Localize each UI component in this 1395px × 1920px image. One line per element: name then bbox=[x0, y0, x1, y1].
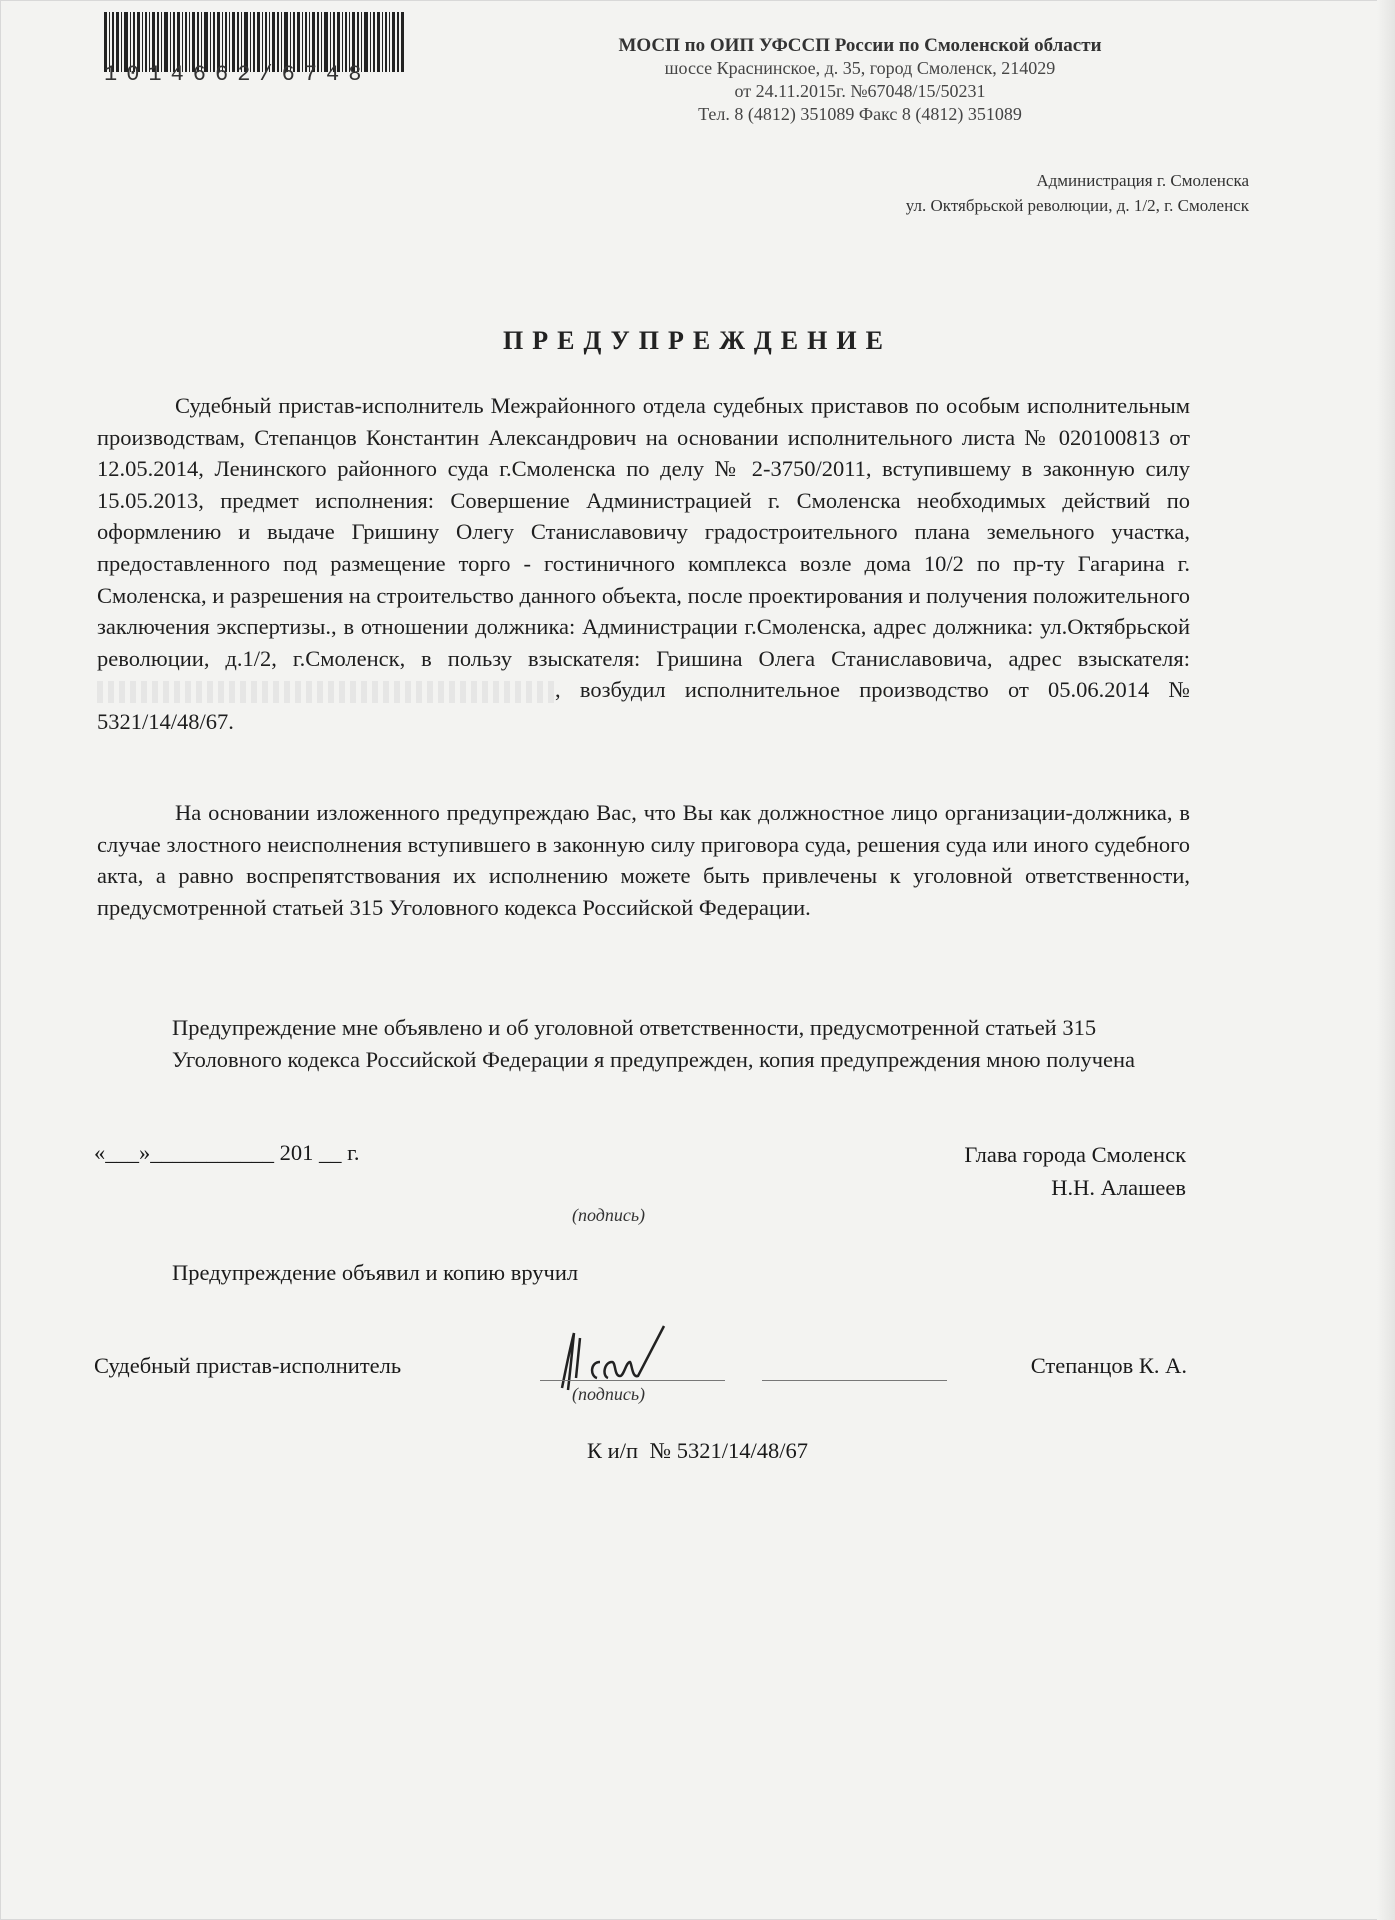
signature-caption: (подпись) bbox=[572, 1384, 646, 1404]
scan-edge bbox=[1377, 0, 1395, 1920]
head-position: Глава города Смоленск bbox=[964, 1142, 1186, 1167]
bailiff-name: Степанцов К. А. bbox=[1030, 1353, 1187, 1378]
recipient-name: Администрация г. Смоленска bbox=[1036, 171, 1249, 190]
recipient-block bbox=[906, 168, 1249, 218]
signature-line bbox=[540, 1380, 725, 1381]
recipient-address: ул. Октябрьской революции, д. 1/2, г. Смоленск bbox=[905, 196, 1249, 215]
head-name: Н.Н. Алашеев bbox=[1051, 1175, 1186, 1200]
paragraph-basis bbox=[97, 390, 1190, 738]
signature-line bbox=[762, 1380, 947, 1381]
announcement-text: Предупреждение объявил и копию вручил bbox=[172, 1260, 579, 1285]
signature-caption: (подпись) bbox=[572, 1205, 646, 1225]
head-signatory bbox=[964, 1138, 1186, 1204]
date-line: «___»___________ 201 __ г. bbox=[94, 1140, 360, 1165]
document-title: ПРЕДУПРЕЖДЕНИЕ bbox=[503, 326, 892, 355]
barcode-number: 1014662/6748 bbox=[104, 62, 371, 87]
case-ref-prefix: К и/п bbox=[587, 1438, 638, 1463]
case-ref-number: № 5321/14/48/67 bbox=[649, 1438, 808, 1463]
bailiff-title: Судебный пристав-исполнитель bbox=[94, 1353, 402, 1378]
case-reference bbox=[0, 1438, 1395, 1464]
sender-address: шоссе Краснинское, д. 35, город Смоленск, 214029 bbox=[664, 58, 1056, 78]
paragraph-basis-text: Судебный пристав-исполнитель Межрайонного отдела судебных приставов по особым исполнительным производствам, Степанцов Константин Александрович на основании исполнительного листа № 020100813 от 12.05.2014, Ленинского районного суда г.Смоленска по делу № 2-3750/2011, вступившему в законную силу 15.05.2013, предмет исполнения: Совершение Администрацией г. Смоленска необходимых действий по оформлению и выдаче Гришину Олегу Станиславовичу градостроительного плана земельного участка, предоставленного под размещение торго - гостиничного комплекса возле дома 10/2 по пр-ту Гагарина г. Смоленска, и разрешения на строительство данного объекта, после проектирования и получения положительного заключения экспертизы., в отношении должника: Администрации г.Смоленска, адрес должника: ул.Октябрьской революции, д.1/2, г.Смоленск, в пользу взыскателя: Гришина Олега Станиславовича, адрес взыскателя: bbox=[97, 393, 1190, 671]
paragraph-acknowledgement: Предупреждение мне объявлено и об уголовной ответственности, предусмотренной статьей 315 Уголовного кодекса Российской Федерации я предупрежден, копия предупреждения мною получена bbox=[172, 1015, 1136, 1072]
paragraph-warning: На основании изложенного предупреждаю Вас, что Вы как должностное лицо организации-должника, в случае злостного неисполнения вступившего в законную силу приговора суда, решения суда или иного судебного акта, а равно воспрепятствования их исполнению можете быть привлечены к уголовной ответственности, предусмотренной статьей 315 Уголовного кодекса Российской Федерации. bbox=[97, 800, 1190, 920]
paragraph-basis-end: , возбудил исполнительное производство от 05.06.2014 № 5321/14/48/67. bbox=[97, 677, 1190, 734]
redacted-address bbox=[97, 681, 555, 703]
sender-ref: от 24.11.2015г. №67048/15/50231 bbox=[734, 81, 986, 101]
sender-header bbox=[560, 34, 1160, 126]
sender-org: МОСП по ОИП УФССП России по Смоленской области bbox=[618, 35, 1102, 56]
sender-phones: Тел. 8 (4812) 351089 Факс 8 (4812) 351089 bbox=[698, 104, 1022, 124]
